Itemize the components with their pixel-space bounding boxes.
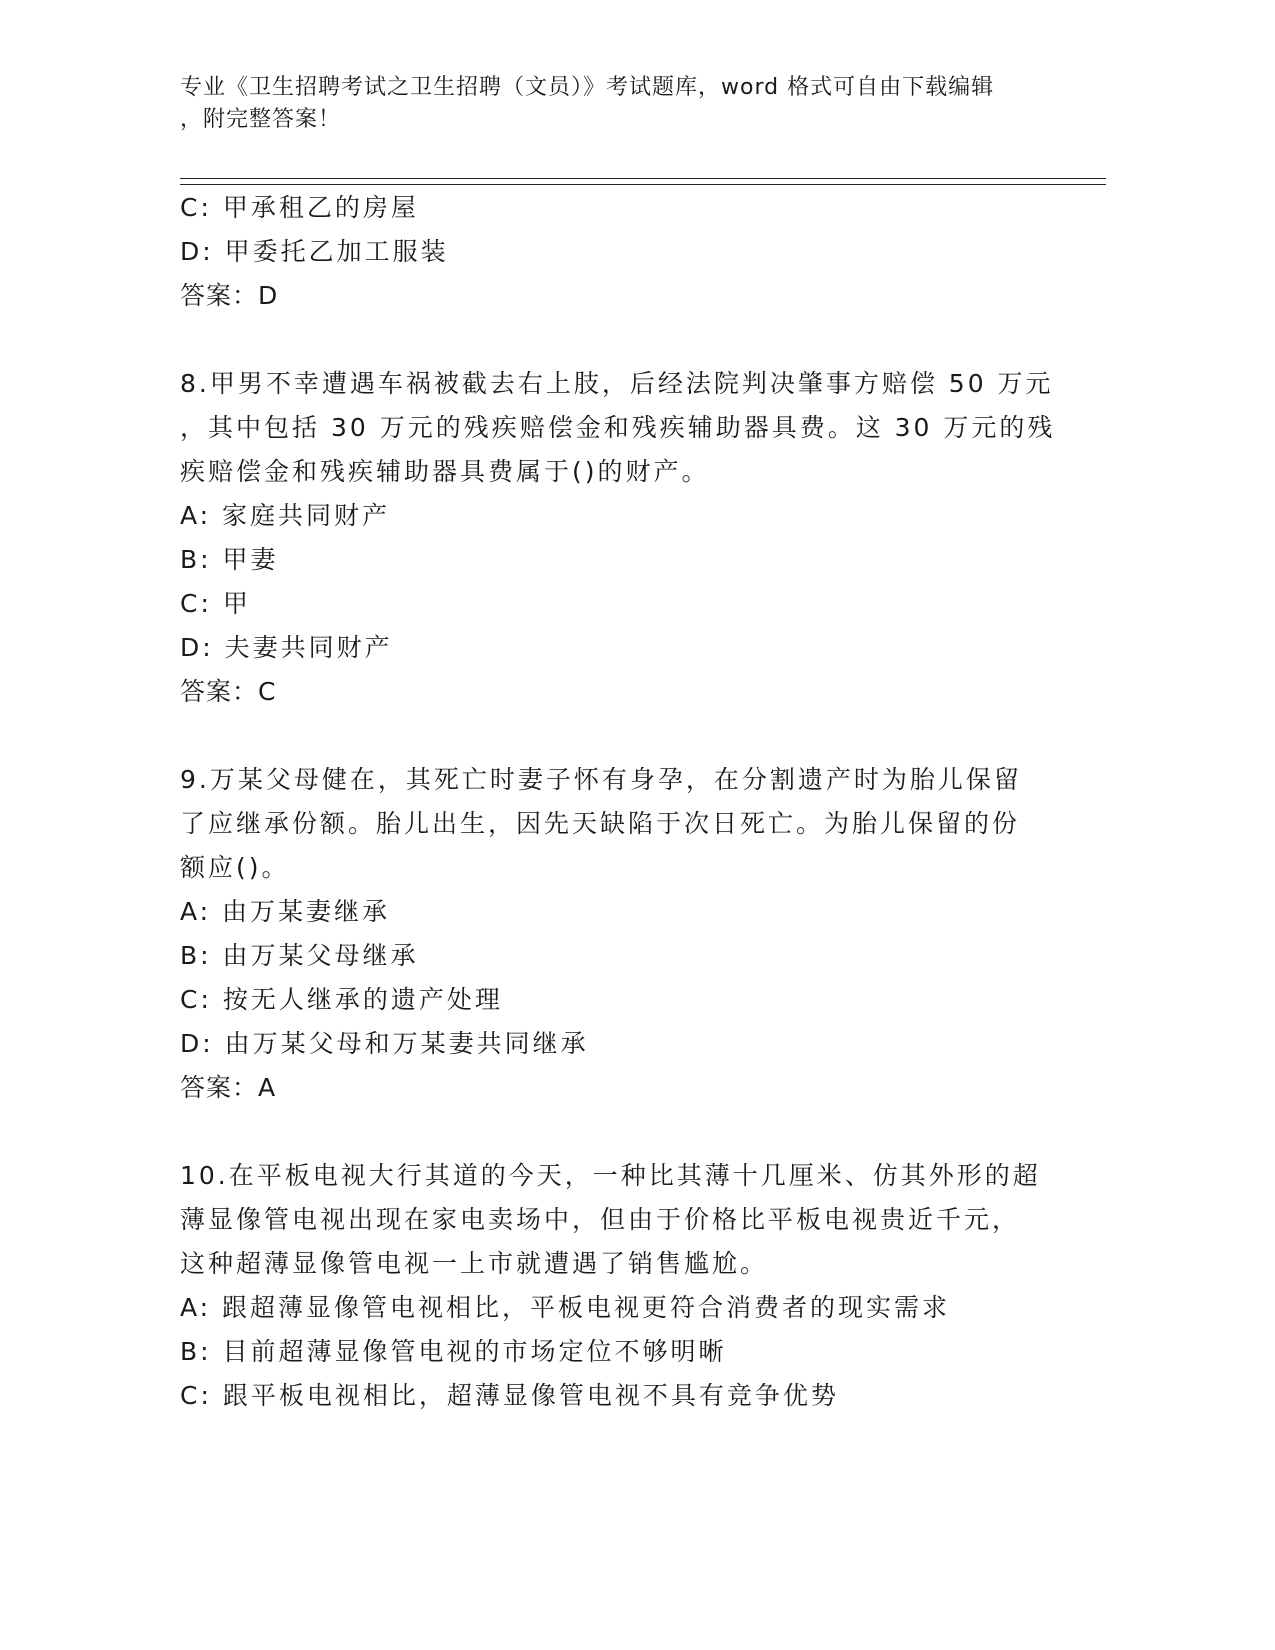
document-body (180, 186, 1056, 1418)
option-a: A: 家庭共同财产 (180, 501, 391, 530)
question-text-line: 额应()。 (180, 853, 290, 882)
question-text-line: 了应继承份额。胎儿出生，因先天缺陷于次日死亡。为胎儿保留的份 (180, 809, 1021, 838)
answer-line: 答案：A (180, 1073, 277, 1102)
spacer (180, 1110, 1040, 1154)
question-text-line: 薄显像管电视出现在家电卖场中，但由于价格比平板电视贵近千元， (180, 1205, 1021, 1234)
option-a: A: 由万某妻继承 (180, 897, 391, 926)
question-7-continuation (180, 186, 1040, 318)
question-text-line: 疾赔偿金和残疾辅助器具费属于()的财产。 (180, 457, 710, 486)
option-b: B: 目前超薄显像管电视的市场定位不够明晰 (180, 1337, 727, 1366)
option-c: C: 甲 (180, 589, 251, 618)
question-text-line: ，其中包括 30 万元的残疾赔偿金和残疾辅助器具费。这 30 万元的残 (180, 413, 1056, 442)
header-line-2: ，附完整答案！ (180, 107, 342, 132)
answer-line: 答案：C (180, 677, 277, 706)
question-text-line: 8.甲男不幸遭遇车祸被截去右上肢，后经法院判决肇事方赔偿 50 万元 (180, 369, 1054, 398)
header-line-1: 专业《卫生招聘考试之卫生招聘（文员）》考试题库，word 格式可自由下载编辑 (180, 75, 995, 100)
question-9 (180, 758, 1040, 1110)
answer-line: 答案：D (180, 281, 279, 310)
option-c: C: 跟平板电视相比，超薄显像管电视不具有竞争优势 (180, 1381, 839, 1410)
option-d: D: 夫妻共同财产 (180, 633, 393, 662)
option-b: B: 由万某父母继承 (180, 941, 419, 970)
option-c: C: 甲承租乙的房屋 (180, 193, 419, 222)
question-text-line: 这种超薄显像管电视一上市就遭遇了销售尴尬。 (180, 1249, 769, 1278)
question-8 (180, 362, 1056, 714)
question-text-line: 9.万某父母健在，其死亡时妻子怀有身孕，在分割遗产时为胎儿保留 (180, 765, 1022, 794)
option-c: C: 按无人继承的遗产处理 (180, 985, 503, 1014)
question-10 (180, 1154, 1040, 1418)
option-b: B: 甲妻 (180, 545, 279, 574)
option-d: D: 甲委托乙加工服装 (180, 237, 449, 266)
spacer (180, 714, 1040, 758)
option-d: D: 由万某父母和万某妻共同继承 (180, 1029, 589, 1058)
question-text-line: 10.在平板电视大行其道的今天，一种比其薄十几厘米、仿其外形的超 (180, 1161, 1041, 1190)
spacer (180, 318, 1040, 362)
option-a: A: 跟超薄显像管电视相比，平板电视更符合消费者的现实需求 (180, 1293, 951, 1322)
document-header (180, 72, 1040, 136)
header-divider (180, 178, 1106, 185)
